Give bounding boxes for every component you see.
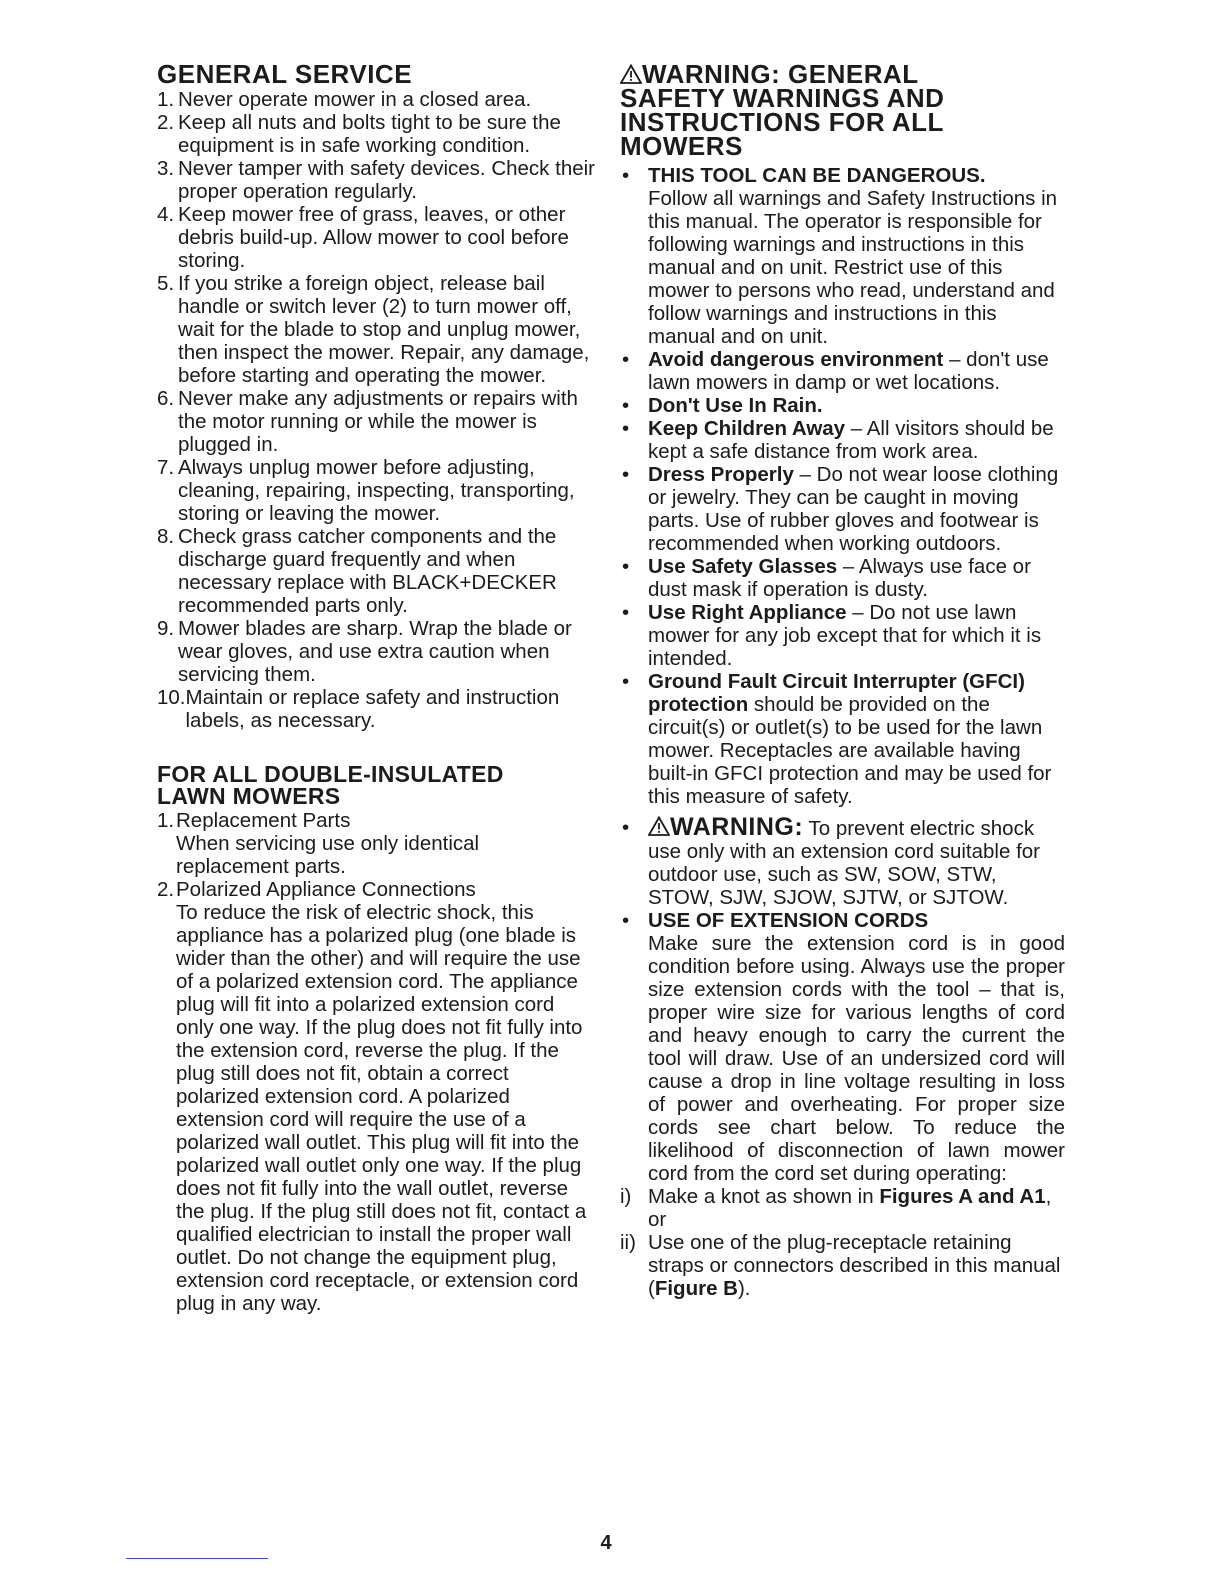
bullet-lead: Dress Properly (648, 463, 794, 486)
general-service-heading: GENERAL SERVICE (157, 59, 413, 89)
item-number: 2. (157, 111, 175, 134)
item-number: 10. (157, 686, 186, 709)
bullet-body (648, 164, 1065, 348)
footer-rule (126, 1558, 268, 1559)
safety-bullet (620, 601, 1065, 670)
bullet-dot: • (622, 417, 630, 440)
safety-bullet (620, 417, 1065, 463)
item-number: 4. (157, 203, 175, 226)
double-insulated-heading-line2: LAWN MOWERS (157, 783, 341, 809)
item-number: 3. (157, 157, 175, 180)
item-body (648, 1231, 1065, 1300)
item-tail: ). (737, 1277, 751, 1300)
general-service-item (157, 88, 597, 111)
bullet-lead: Don't Use In Rain. (648, 394, 823, 417)
item-body (648, 1185, 1065, 1231)
item-title: Polarized Appliance Connections (176, 878, 476, 901)
bullet-text: – All visitors should be kept a safe distance from work area. (648, 417, 1054, 463)
safety-bullet (620, 164, 1065, 348)
bullet-dot: • (622, 670, 630, 693)
bullet-text: should be provided on the circuit(s) or outlet(s) to be used for the lawn mower. Receptacles are available having built-in GFCI protection and may be used for this measure of safety. (648, 693, 1052, 808)
bullet-body (648, 463, 1065, 555)
knot-instruction-item (620, 1231, 1065, 1300)
page-number: 4 (600, 1532, 612, 1554)
bullet-text: – Do not use lawn mower for any job except that for which it is intended. (648, 601, 1042, 670)
bullet-body (648, 348, 1065, 394)
item-number: 5. (157, 272, 175, 295)
item-text: Check grass catcher components and the discharge guard frequently and when necessary replace with BLACK+DECKER recommended parts only. (178, 525, 557, 617)
double-insulated-list (157, 809, 597, 1315)
item-text: To reduce the risk of electric shock, this appliance has a polarized plug (one blade is wider than the other) and will require the use of a polarized extension cord. The appliance plug will fit into a polarized extension cord only one way. If the plug does not fit fully into the extension cord, reverse the plug. If the plug still does not fit, obtain a correct polarized extension cord. A polarized extension cord will require the use of a polarized wall outlet. This plug will fit into the polarized wall outlet only one way. If the plug does not fit fully into the wall outlet, reverse the plug. If the plug still does not fit, contact a qualified electrician to install the proper wall outlet. Do not change the equipment plug, extension cord receptacle, or extension cord plug in any way. (176, 901, 587, 1315)
safety-warnings-heading (620, 59, 1065, 161)
warning-label: WARNING: (670, 813, 804, 841)
knot-instructions-list (620, 1185, 1065, 1300)
item-number: 1. (157, 88, 175, 111)
safety-bullet (620, 555, 1065, 601)
item-number: 7. (157, 456, 175, 479)
item-body (176, 878, 597, 1315)
bullet-dot: • (622, 816, 630, 839)
figure-reference: Figure B (654, 1277, 738, 1300)
item-number: i) (620, 1185, 632, 1208)
bullet-text: Follow all warnings and Safety Instructions in this manual. The operator is responsible for following warnings and instructions in this manual and on unit. Restrict use of this mower to persons who read, understand and follow warnings and instructions in this manual and on unit. (648, 187, 1058, 348)
item-text: When servicing use only identical replacement parts. (176, 832, 480, 878)
item-text: Make a knot as shown in (648, 1185, 880, 1208)
item-number: 8. (157, 525, 175, 548)
knot-instruction-item (620, 1185, 1065, 1231)
bullet-lead: Use Right Appliance (648, 601, 847, 624)
right-column (620, 59, 1065, 1300)
bullet-dot: • (622, 394, 630, 417)
general-service-item (157, 456, 597, 525)
extension-cords-text: Make sure the extension cord is in good condition before using. Always use the proper size extension cords with the tool – that is, proper wire size for various lengths of cord and heavy enough to carry the current the tool will draw. Use of an undersized cord will cause a drop in line voltage resulting in loss of power and overheating. For proper size cords see chart below. To reduce the likelihood of disconnection of lawn mower cord from the cord set during operating: (648, 932, 1065, 1185)
bullet-dot: • (622, 164, 630, 187)
bullet-lead: Avoid dangerous environment (648, 348, 944, 371)
double-insulated-heading-line1: FOR ALL DOUBLE-INSULATED (157, 761, 504, 787)
item-text: Never operate mower in a closed area. (178, 88, 532, 111)
warning-bullet-list (620, 813, 1065, 1185)
warning-bullet (620, 813, 1065, 909)
bullet-dot: • (622, 555, 630, 578)
bullet-body (648, 601, 1065, 670)
item-number: 1. (157, 809, 175, 832)
general-service-item (157, 111, 597, 157)
double-insulated-item (157, 809, 597, 878)
warning-text: To prevent electric shock use only with an extension cord suitable for outdoor use, such as SW, SOW, STW, STOW, SJW, SJOW, SJTW, or SJTOW. (648, 817, 1041, 909)
safety-warnings-heading-line2: SAFETY WARNINGS AND (620, 83, 945, 113)
item-text: Keep all nuts and bolts tight to be sure the equipment is in safe working condition. (178, 111, 561, 157)
item-text: Use one of the plug-receptacle retaining straps or connectors described in this manual ( (648, 1231, 1061, 1300)
extension-cords-bullet (620, 909, 1065, 1185)
left-column (157, 59, 597, 1315)
double-insulated-item (157, 878, 597, 1315)
warning-triangle-icon (620, 64, 642, 84)
item-number: 2. (157, 878, 175, 901)
extension-cords-heading: USE OF EXTENSION CORDS (648, 909, 929, 932)
bullet-text: – don't use lawn mowers in damp or wet locations. (648, 348, 1049, 394)
bullet-dot: • (622, 909, 630, 932)
general-service-item (157, 617, 597, 686)
item-number: 9. (157, 617, 175, 640)
double-insulated-heading (157, 763, 597, 807)
safety-bullet-list (620, 164, 1065, 808)
general-service-item (157, 387, 597, 456)
bullet-lead: Keep Children Away (648, 417, 846, 440)
item-text: Never make any adjustments or repairs with the motor running or while the mower is plugged in. (178, 387, 578, 456)
general-service-list (157, 88, 597, 732)
bullet-lead: THIS TOOL CAN BE DANGEROUS. (648, 164, 986, 187)
bullet-dot: • (622, 348, 630, 371)
general-service-item (157, 203, 597, 272)
bullet-body (648, 670, 1065, 808)
bullet-lead: Ground Fault Circuit Interrupter (GFCI) protection (648, 670, 1025, 716)
item-text: Keep mower free of grass, leaves, or other debris build-up. Allow mower to cool before storing. (178, 203, 569, 272)
bullet-text: – Always use face or dust mask if operation is dusty. (648, 555, 1031, 601)
item-text: Maintain or replace safety and instruction labels, as necessary. (185, 686, 560, 732)
item-text: Always unplug mower before adjusting, cleaning, repairing, inspecting, transporting, storing or leaving the mower. (178, 456, 575, 525)
item-number: 6. (157, 387, 175, 410)
item-title: Replacement Parts (176, 809, 351, 832)
safety-warnings-heading-line3: INSTRUCTIONS FOR ALL (620, 107, 944, 137)
safety-bullet (620, 394, 1065, 417)
general-service-item (157, 525, 597, 617)
general-service-item (157, 686, 597, 732)
item-text: Never tamper with safety devices. Check their proper operation regularly. (178, 157, 595, 203)
item-body (176, 809, 597, 878)
safety-warnings-heading-line1: WARNING: GENERAL (642, 59, 919, 89)
safety-bullet (620, 348, 1065, 394)
warning-triangle-icon (648, 816, 670, 836)
figure-reference: Figures A and A1 (879, 1185, 1046, 1208)
item-text: If you strike a foreign object, release bail handle or switch lever (2) to turn mower off, wait for the blade to stop and unplug mower, then inspect the mower. Repair, any damage, before starting and operating the mower. (178, 272, 590, 387)
bullet-body (648, 417, 1065, 463)
item-text: Mower blades are sharp. Wrap the blade or wear gloves, and use extra caution when servicing them. (178, 617, 572, 686)
bullet-body (648, 555, 1065, 601)
safety-warnings-heading-line4: MOWERS (620, 131, 743, 161)
item-number: ii) (620, 1231, 636, 1254)
bullet-body (648, 394, 1065, 417)
safety-bullet (620, 670, 1065, 808)
bullet-text: – Do not wear loose clothing or jewelry. They can be caught in moving parts. Use of rubber gloves and footwear is recommended when working outdoors. (648, 463, 1059, 555)
bullet-lead: Use Safety Glasses (648, 555, 838, 578)
safety-bullet (620, 463, 1065, 555)
general-service-item (157, 272, 597, 387)
item-tail: , or (648, 1185, 1052, 1231)
general-service-item (157, 157, 597, 203)
bullet-dot: • (622, 601, 630, 624)
bullet-dot: • (622, 463, 630, 486)
